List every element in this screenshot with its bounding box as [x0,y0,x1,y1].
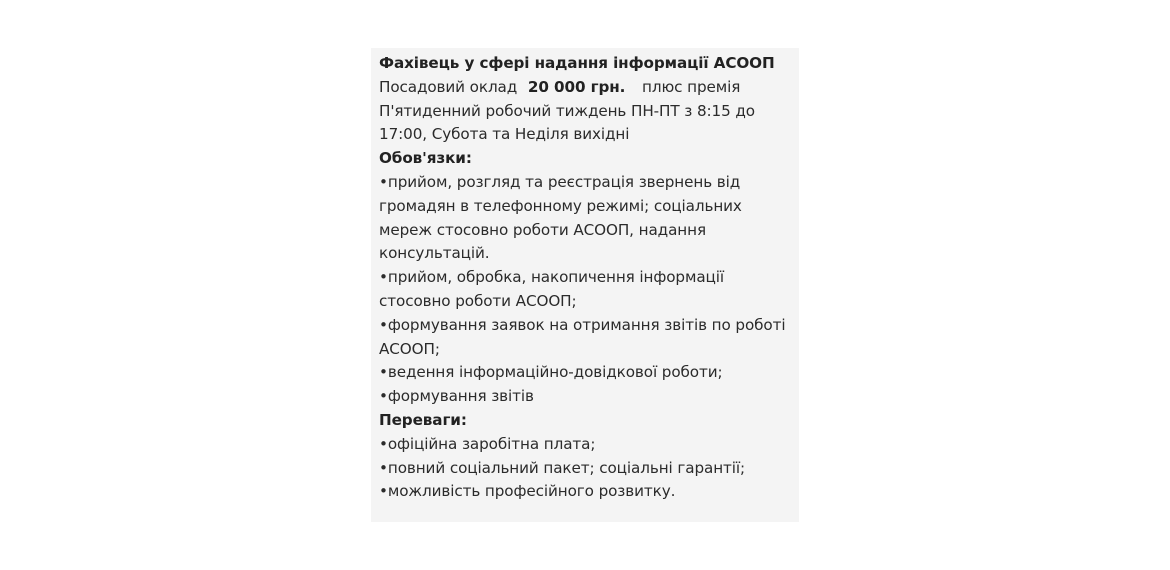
vacancy-title: Фахівець у сфері надання інформації АСООП [379,54,775,72]
benefit-line: •офіційна заробітна плата; [379,434,596,453]
salary-amount: 20 000 грн. [527,77,626,96]
benefit-line: •повний соціальний пакет; соціальні гарантії; [379,458,746,477]
vacancy-card [371,48,799,522]
duty-line: •прийом, обробка, накопичення інформації [379,268,725,287]
duty-line: АСООП; [379,339,440,358]
duty-line: •прийом, розгляд та реєстрація звернень від [379,172,741,191]
duty-line: •формування заявок на отримання звітів по роботі [379,315,786,334]
benefit-line: •можливість професійного розвитку. [379,482,676,501]
duty-line: •формування звітів [379,387,534,406]
duty-line: громадян в телефонному режимі; соціальних [379,196,742,215]
duty-line: стосовно роботи АСООП; [379,291,577,310]
schedule-line: П'ятиденний робочий тиждень ПН-ПТ з 8:15 до [379,101,755,120]
schedule-line: 17:00, Субота та Неділя вихідні [379,125,630,144]
duty-line: •ведення інформаційно-довідкової роботи; [379,363,723,382]
salary-line [379,76,799,100]
duties-heading: Обов'язки: [379,149,472,168]
salary-bonus: плюс премія [642,77,741,96]
duty-line: мереж стосовно роботи АСООП, надання [379,220,706,239]
benefits-heading: Переваги: [379,410,467,429]
salary-label: Посадовий оклад [379,77,518,96]
duty-line: консультацій. [379,244,490,263]
